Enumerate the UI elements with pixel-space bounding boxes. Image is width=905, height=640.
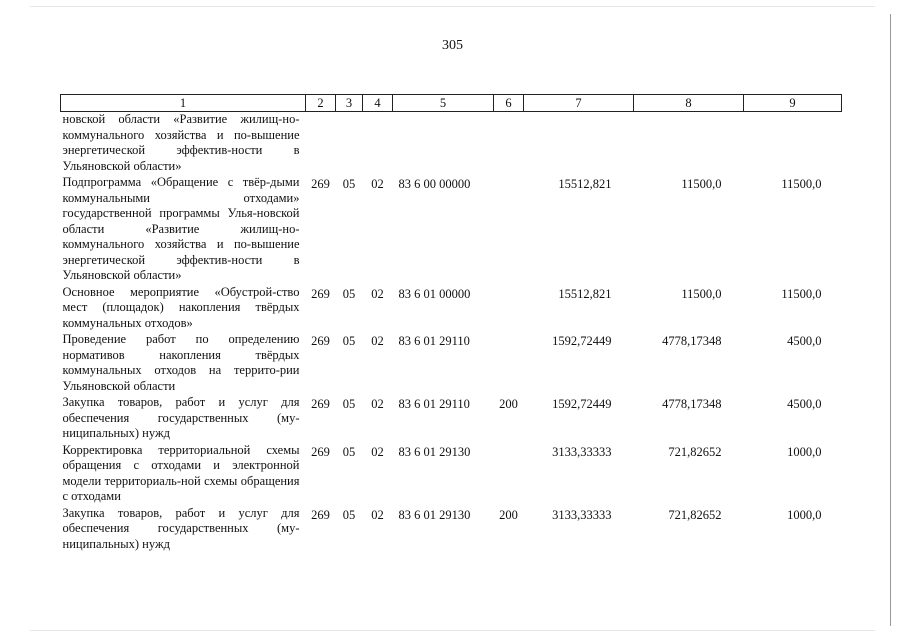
table-row (61, 285, 842, 333)
table-row (61, 506, 842, 554)
row-amount-1: 15512,821 (558, 286, 612, 301)
row-grbs: 269 (311, 334, 330, 348)
row-grbs: 269 (311, 286, 330, 301)
row-target-article: 83 6 00 00000 (398, 177, 471, 191)
row-amount-3 (744, 112, 842, 176)
row-expense-type: 200 (499, 507, 518, 522)
top-scan-rule (30, 6, 875, 7)
row-section: 05 (342, 507, 356, 522)
bottom-scan-rule (30, 630, 875, 631)
row-amount-3: 1000,0 (787, 507, 822, 522)
row-amount-2: 11500,0 (681, 286, 722, 301)
page-number: 305 (442, 38, 463, 53)
budget-table (60, 94, 842, 553)
row-grbs (306, 112, 336, 176)
row-amount-3: 4500,0 (787, 334, 822, 348)
right-scan-border (890, 14, 891, 626)
row-amount-2: 721,82652 (668, 507, 722, 522)
row-amount-3: 4500,0 (787, 397, 822, 411)
row-target-article: 83 6 01 29110 (398, 334, 470, 348)
row-grbs: 269 (311, 177, 330, 191)
header-col-5: 5 (393, 95, 494, 112)
row-name: Закупка товаров, работ и услуг для обеспечения государственных (му-ниципальных) нужд (62, 505, 300, 551)
row-amount-1: 1592,72449 (552, 397, 612, 411)
row-amount-3: 11500,0 (781, 286, 822, 301)
header-col-2: 2 (306, 95, 336, 112)
row-section: 05 (342, 397, 356, 411)
row-subsection: 02 (371, 397, 384, 411)
row-expense-type (494, 112, 524, 176)
row-name: Проведение работ по определению нормативов накопления твёрдых коммунальных отходов на террито-рии Ульяновской области (62, 332, 300, 393)
row-subsection (363, 112, 393, 176)
row-expense-type (494, 443, 524, 506)
row-section (336, 112, 363, 176)
row-section: 05 (342, 334, 356, 348)
row-amount-1: 1592,72449 (552, 334, 612, 348)
row-subsection: 02 (371, 286, 384, 301)
row-name: Основное мероприятие «Обустрой-ство мест (площадок) накопления твёрдых коммунальных отходов» (62, 284, 300, 330)
row-amount-3: 11500,0 (781, 177, 822, 191)
row-amount-3: 1000,0 (787, 444, 822, 459)
row-target-article: 83 6 01 29130 (398, 444, 471, 459)
row-target-article (393, 112, 494, 176)
row-name: Закупка товаров, работ и услуг для обеспечения государственных (му-ниципальных) нужд (62, 395, 300, 440)
header-col-3: 3 (336, 95, 363, 112)
row-name: Корректировка территориальной схемы обращения с отходами и электронной модели территориаль-ной схемы обращения с отходами (62, 442, 300, 503)
row-amount-1: 3133,33333 (552, 507, 612, 522)
row-amount-1 (524, 112, 634, 176)
row-section: 05 (342, 286, 356, 301)
row-amount-1: 3133,33333 (552, 444, 612, 459)
table-header-row (61, 95, 842, 112)
header-col-8: 8 (634, 95, 744, 112)
row-amount-1: 15512,821 (558, 177, 612, 191)
row-amount-2: 721,82652 (668, 444, 722, 459)
header-col-1: 1 (61, 95, 306, 112)
row-target-article: 83 6 01 00000 (398, 286, 471, 301)
row-grbs: 269 (311, 444, 330, 459)
header-col-6: 6 (494, 95, 524, 112)
table-row (61, 332, 842, 395)
row-amount-2: 4778,17348 (662, 334, 722, 348)
row-expense-type (494, 285, 524, 333)
row-subsection: 02 (371, 334, 384, 348)
header-col-4: 4 (363, 95, 393, 112)
row-target-article: 83 6 01 29130 (398, 507, 471, 522)
table-row (61, 443, 842, 506)
row-amount-2: 4778,17348 (662, 397, 722, 411)
row-expense-type (494, 175, 524, 285)
row-amount-2 (634, 112, 744, 176)
table-row (61, 395, 842, 443)
row-target-article: 83 6 01 29110 (398, 397, 470, 411)
row-section: 05 (342, 177, 356, 191)
row-section: 05 (342, 444, 356, 459)
row-expense-type (494, 332, 524, 395)
header-col-7: 7 (524, 95, 634, 112)
table-row (61, 175, 842, 285)
row-name: Подпрограмма «Обращение с твёр-дыми коммунальными отходами» государственной программы Улья-новской области «Развитие жилищ-но-коммунального хозяйства и по-вышение энергетической эффектив-ности в Ульяновской области» (62, 175, 300, 282)
row-name: новской области «Развитие жилищ-но-коммунального хозяйства и по-вышение энергетической эффектив-ности в Ульяновской области» (62, 112, 300, 173)
table-row (61, 112, 842, 176)
header-col-9: 9 (744, 95, 842, 112)
row-subsection: 02 (371, 507, 384, 522)
row-expense-type: 200 (499, 397, 518, 411)
row-grbs: 269 (311, 397, 330, 411)
row-subsection: 02 (371, 444, 384, 459)
row-amount-2: 11500,0 (681, 177, 722, 191)
row-subsection: 02 (371, 177, 384, 191)
row-grbs: 269 (311, 507, 330, 522)
